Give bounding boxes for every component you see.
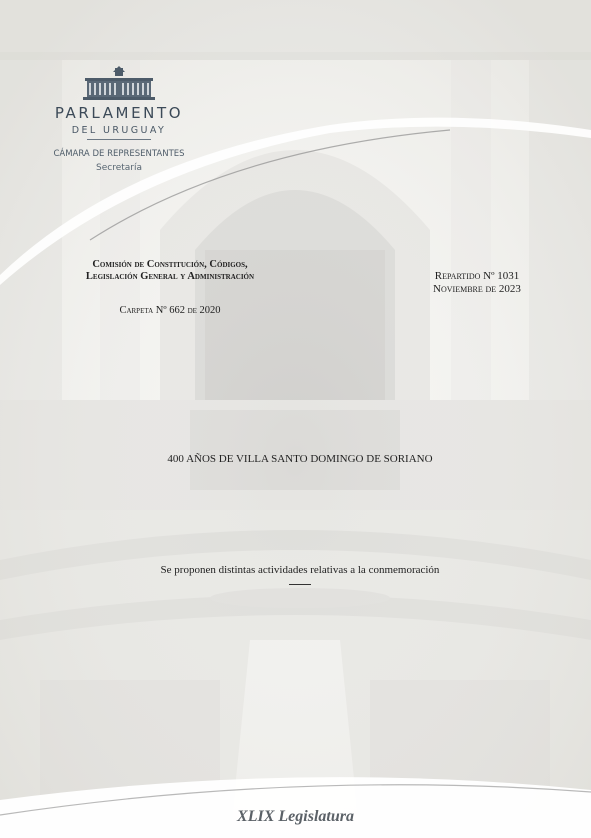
logo-divider — [87, 139, 151, 140]
committee-name — [40, 259, 300, 283]
document-title: 400 AÑOS DE VILLA SANTO DOMINGO DE SORIANO — [167, 453, 433, 465]
repartido-date: Noviembre de 2023 — [433, 283, 521, 295]
parliament-logo — [44, 66, 194, 173]
document-subtitle: Se proponen distintas actividades relativas a la conmemoración — [160, 564, 440, 576]
committee-line-1: Comisión de Constitución, Códigos, — [92, 259, 248, 270]
legislative-palace-icon — [79, 66, 159, 102]
chamber-name: CÁMARA DE REPRESENTANTES — [53, 149, 185, 159]
committee-line-2: Legislación General y Administración — [85, 271, 255, 282]
subtitle-divider — [289, 584, 311, 585]
repartido-number: Repartido Nº 1031 — [434, 270, 520, 282]
repartido-block — [412, 270, 542, 296]
legislature-label: XLIX Legislatura — [237, 808, 354, 825]
office-name: Secretaría — [96, 163, 142, 173]
logo-title: PARLAMENTO — [54, 104, 184, 122]
carpeta-number: Carpeta Nº 662 de 2020 — [119, 305, 221, 316]
logo-subtitle: DEL URUGUAY — [71, 125, 167, 136]
